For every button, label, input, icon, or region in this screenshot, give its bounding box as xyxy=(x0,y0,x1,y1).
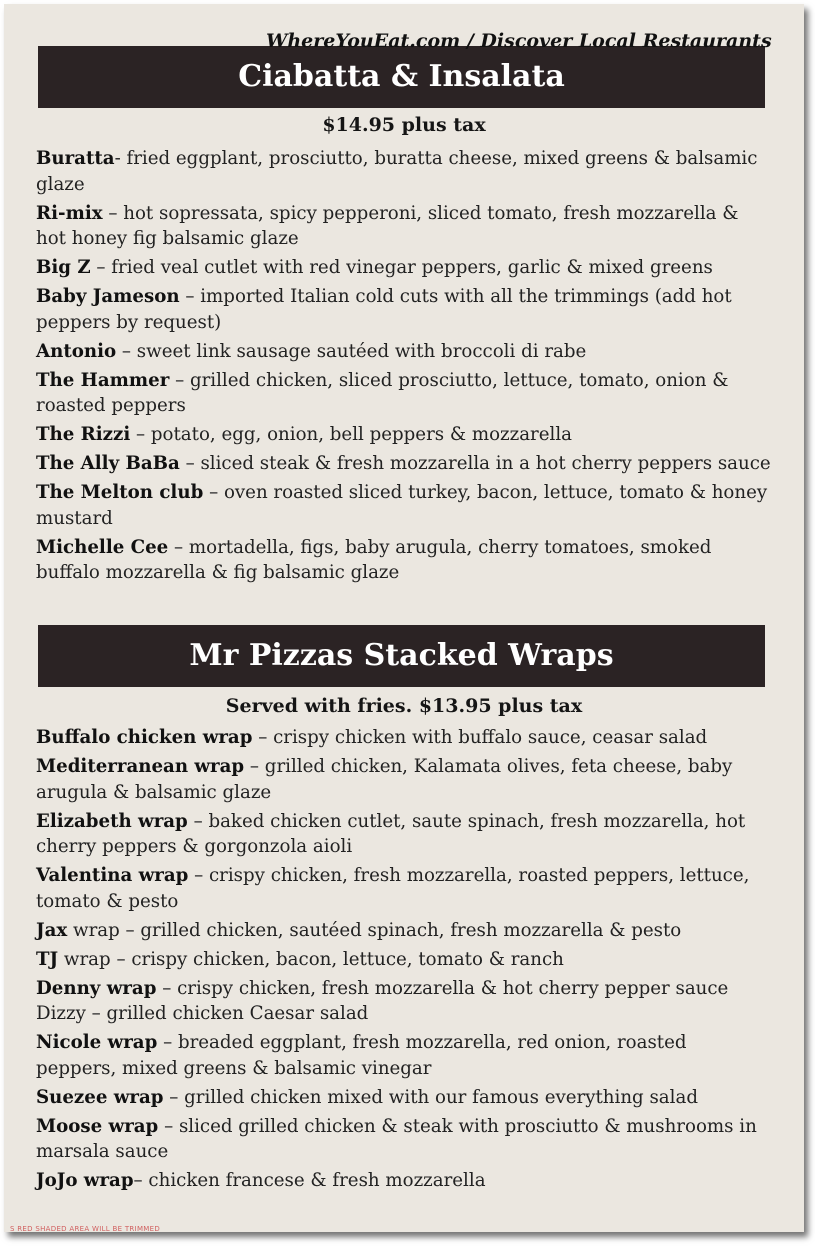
menu-item-name: Nicole wrap xyxy=(36,1032,158,1053)
menu-item-desc: – imported Italian cold cuts with all the trimmings (add hot peppers by request) xyxy=(36,286,732,333)
menu-item-name: The Melton club xyxy=(36,482,204,503)
menu-item xyxy=(36,1168,771,1194)
menu-item-name: The Rizzi xyxy=(36,424,131,445)
menu-item-desc: – crispy chicken, fresh mozzarella & hot cherry pepper sauce Dizzy – grilled chicken Caesar salad xyxy=(36,977,729,1024)
menu-item-desc: – potato, egg, onion, bell peppers & mozzarella xyxy=(130,424,572,445)
menu-item-desc: – sliced grilled chicken & steak with prosciutto & mushrooms in marsala sauce xyxy=(36,1115,757,1162)
menu-item-name: Mediterranean wrap xyxy=(36,756,245,777)
menu-item-name: Elizabeth wrap xyxy=(36,810,188,832)
menu-list-ciabatta xyxy=(36,146,771,589)
watermark-text: WhereYouEat.com / Discover Local Restaurants xyxy=(266,30,772,52)
menu-item xyxy=(36,725,771,751)
menu-item xyxy=(36,535,771,586)
menu-item-desc: – sliced steak & fresh mozzarella in a hot cherry peppers sauce xyxy=(179,453,771,474)
menu-item xyxy=(36,918,771,944)
menu-item-name: Jax xyxy=(36,919,68,941)
menu-item-name: Ri-mix xyxy=(36,202,103,224)
menu-item-name: Baby Jameson xyxy=(36,286,180,307)
menu-page xyxy=(4,4,804,1232)
menu-item xyxy=(36,201,771,252)
menu-item xyxy=(36,284,771,335)
menu-item-name: The Ally BaBa xyxy=(36,453,180,474)
menu-item-name: Moose wrap xyxy=(36,1115,159,1137)
menu-item-desc: – crispy chicken, fresh mozzarella, roasted peppers, lettuce, tomato & pesto xyxy=(36,865,750,912)
menu-item-desc: wrap – grilled chicken, sautéed spinach, fresh mozzarella & pesto xyxy=(67,919,682,941)
menu-item-desc: – oven roasted sliced turkey, bacon, lettuce, tomato & honey mustard xyxy=(36,482,768,529)
menu-item xyxy=(36,146,771,197)
menu-item-desc: – grilled chicken mixed with our famous everything salad xyxy=(163,1086,698,1108)
menu-item xyxy=(36,1085,771,1111)
menu-item xyxy=(36,255,771,281)
menu-item xyxy=(36,339,771,365)
menu-item xyxy=(36,754,771,805)
menu-item-name: Denny wrap xyxy=(36,977,157,999)
menu-item xyxy=(36,947,771,973)
menu-item-desc: – fried veal cutlet with red vinegar peppers, garlic & mixed greens xyxy=(90,257,713,278)
menu-item-name: The Hammer xyxy=(36,369,170,391)
section-price-wraps: Served with fries. $13.95 plus tax xyxy=(225,695,583,717)
section-price-ciabatta: $14.95 plus tax xyxy=(322,114,486,136)
menu-item-name: Michelle Cee xyxy=(36,536,169,558)
menu-item xyxy=(36,1030,771,1081)
menu-item-desc: – baked chicken cutlet, saute spinach, fresh mozzarella, hot cherry peppers & gorgonzola aioli xyxy=(36,810,746,857)
section-title-wraps: Mr Pizzas Stacked Wraps xyxy=(38,625,765,687)
menu-item-name: Antonio xyxy=(36,340,117,362)
menu-item xyxy=(36,368,771,419)
menu-item-name: Big Z xyxy=(36,257,91,278)
menu-item-desc: – grilled chicken, Kalamata olives, feta cheese, baby arugula & balsamic glaze xyxy=(36,756,733,803)
menu-item-name: TJ xyxy=(36,948,59,970)
menu-item-desc: – breaded eggplant, fresh mozzarella, red onion, roasted peppers, mixed greens & balsamic vinegar xyxy=(36,1032,687,1079)
menu-item-desc: – hot sopressata, spicy pepperoni, sliced tomato, fresh mozzarella & hot honey fig balsamic glaze xyxy=(36,202,739,249)
menu-item xyxy=(36,863,771,914)
menu-item-name: Suezee wrap xyxy=(36,1086,164,1108)
menu-item-name: Buffalo chicken wrap xyxy=(36,727,253,748)
menu-item-name: Valentina wrap xyxy=(36,865,189,886)
menu-item xyxy=(36,451,771,477)
menu-item-name: JoJo wrap xyxy=(36,1170,134,1191)
menu-item-desc: – sweet link sausage sautéed with broccoli di rabe xyxy=(116,340,587,362)
menu-item xyxy=(36,976,771,1027)
menu-item-desc: – chicken francese & fresh mozzarella xyxy=(133,1170,486,1191)
menu-item xyxy=(36,1114,771,1165)
menu-item xyxy=(36,480,771,531)
menu-item-desc: – crispy chicken with buffalo sauce, ceasar salad xyxy=(252,727,708,748)
trim-note: S RED SHADED AREA WILL BE TRIMMED xyxy=(10,1225,161,1232)
section-title-ciabatta: Ciabatta & Insalata xyxy=(38,46,765,108)
menu-item xyxy=(36,809,771,860)
menu-list-wraps xyxy=(36,725,771,1197)
menu-item-desc: – grilled chicken, sliced prosciutto, lettuce, tomato, onion & roasted peppers xyxy=(36,369,729,416)
menu-item xyxy=(36,422,771,448)
menu-item-name: Buratta xyxy=(36,148,115,169)
menu-item-desc: - fried eggplant, prosciutto, buratta cheese, mixed greens & balsamic glaze xyxy=(36,148,758,195)
menu-item-desc: – mortadella, figs, baby arugula, cherry tomatoes, smoked buffalo mozzarella & fig balsamic glaze xyxy=(36,536,712,583)
menu-item-desc: wrap – crispy chicken, bacon, lettuce, tomato & ranch xyxy=(58,948,564,970)
